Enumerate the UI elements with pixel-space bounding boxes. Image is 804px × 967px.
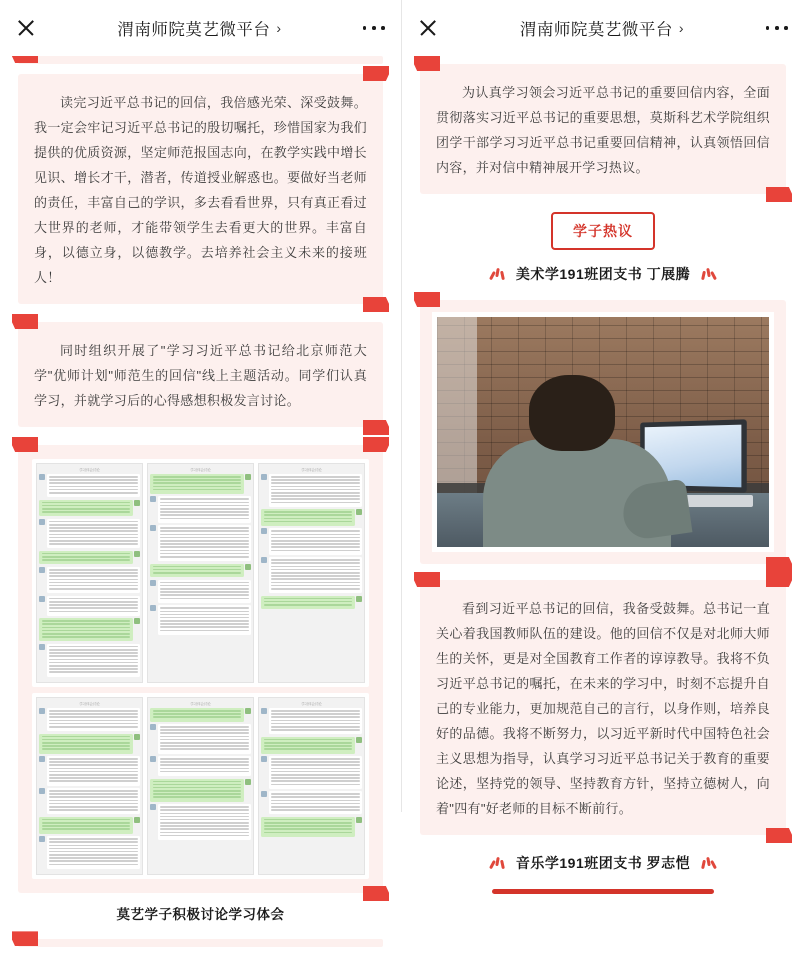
avatar [150, 724, 156, 730]
paragraph-text: 看到习近平总书记的回信，我备受鼓舞。总书记一直关心着我国教师队伍的建设。他的回信不仅是对北师大师生的关怀，更是对全国教育工作者的谆谆教导。我将不负习近平总书记的嘱托，在未来的学习中，时刻不忘提升自己的专业能力，更加规范自己的言行，以身作则，培养良好的品德。我将不断努力，以习近平新时代中国特色社会主义思想为指导，认真学习习近平总书记关于教育的重要论述，坚持党的领导、坚持教育方针，坚持立德树人，向着"四有"好老师的目标不断前行。 [436, 601, 770, 816]
person-heading-1 [402, 264, 804, 284]
chat-bubble [47, 644, 141, 677]
decorative-band [18, 939, 383, 947]
person-heading-text: 音乐学191班团支书 罗志恺 [515, 855, 691, 871]
chat-bubble [158, 756, 252, 776]
chat-screenshot-caption: 学习体会讨论 [79, 468, 100, 472]
chat-bubble [158, 804, 252, 840]
chat-bubble [150, 779, 244, 802]
red-flag-icon [766, 572, 792, 587]
chat-bubble [269, 528, 363, 554]
chat-bubble [158, 580, 252, 603]
spark-right-icon [700, 265, 716, 283]
page-title[interactable] [520, 16, 684, 40]
avatar [134, 734, 140, 740]
chat-bubble [150, 564, 244, 578]
chat-screenshot [258, 463, 365, 683]
chat-bubble [47, 519, 141, 549]
paragraph-block-right [420, 580, 786, 835]
avatar [261, 791, 267, 797]
chat-bubble [39, 734, 133, 754]
chat-message [150, 779, 251, 802]
chat-screenshot-row-1 [32, 459, 369, 687]
person-heading-2 [402, 853, 804, 873]
chat-message [39, 618, 140, 641]
student-study-photo[interactable] [432, 312, 774, 552]
more-icon[interactable] [363, 18, 385, 38]
red-flag-icon [414, 56, 440, 71]
red-flag-icon [12, 931, 38, 946]
chat-message [150, 525, 251, 561]
chat-message [39, 567, 140, 593]
left-header [0, 0, 401, 56]
close-icon[interactable] [16, 18, 36, 38]
chat-bubble [261, 596, 355, 610]
page-title-text: 渭南师院莫艺微平台 [117, 21, 271, 39]
avatar [245, 474, 251, 480]
red-flag-icon [766, 187, 792, 202]
chat-screenshot-caption: 学习体会讨论 [190, 468, 211, 472]
chat-bubble [261, 509, 355, 526]
chat-bubble [269, 791, 363, 814]
avatar [261, 756, 267, 762]
avatar [261, 557, 267, 563]
chat-bubble [269, 708, 363, 734]
avatar [356, 596, 362, 602]
chat-bubble [158, 605, 252, 635]
chat-screenshot-row-2 [32, 693, 369, 879]
chat-bubble [39, 618, 133, 641]
red-flag-icon [363, 420, 389, 435]
decorative-red-bar [492, 889, 714, 894]
avatar [356, 737, 362, 743]
avatar [39, 756, 45, 762]
red-flag-icon [12, 437, 38, 452]
paragraph-text: 同时组织开展了"学习习近平总书记给北京师范大学"优师计划"师范生的回信"线上主题活动。同学们认真学习，并就学习后的心得感想积极发言讨论。 [34, 343, 367, 408]
chat-message [39, 734, 140, 754]
avatar [356, 817, 362, 823]
more-dot [766, 26, 770, 30]
avatar [39, 644, 45, 650]
chat-bubble [150, 708, 244, 722]
chat-bubble [47, 596, 141, 616]
chat-bubble [261, 737, 355, 754]
chat-bubble [269, 756, 363, 789]
chat-message [150, 580, 251, 603]
chat-bubble [158, 496, 252, 522]
student-discussion-button[interactable]: 学子热议 [551, 212, 655, 250]
red-flag-icon [363, 297, 389, 312]
avatar [39, 519, 45, 525]
decorative-band [18, 56, 383, 64]
chat-screenshot-caption: 学习体会讨论 [301, 702, 322, 706]
chat-screenshot-caption: 学习体会讨论 [301, 468, 322, 472]
avatar [245, 564, 251, 570]
page-title[interactable] [117, 16, 281, 40]
avatar [134, 618, 140, 624]
spark-left-icon [490, 265, 506, 283]
chat-message [150, 496, 251, 522]
chat-message [150, 756, 251, 776]
chat-message [261, 474, 362, 507]
chat-message [150, 564, 251, 578]
paragraph-block-1 [18, 74, 383, 304]
chat-message [39, 519, 140, 549]
chat-bubble [47, 567, 141, 593]
chat-message [261, 557, 362, 593]
chat-bubble [47, 474, 141, 497]
chat-message [261, 528, 362, 554]
more-dot [381, 26, 385, 30]
spark-left-icon [490, 854, 506, 872]
avatar [261, 474, 267, 480]
red-flag-icon [414, 292, 440, 307]
avatar [39, 788, 45, 794]
chat-bubble [47, 708, 141, 731]
avatar [134, 817, 140, 823]
chat-message [39, 551, 140, 565]
close-icon[interactable] [418, 18, 438, 38]
chat-message [39, 708, 140, 731]
chat-bubble [39, 817, 133, 834]
chat-message [39, 756, 140, 786]
chat-message [39, 596, 140, 616]
avatar [39, 474, 45, 480]
avatar [39, 836, 45, 842]
chat-bubble [261, 817, 355, 837]
chat-message [261, 756, 362, 789]
more-dot [372, 26, 376, 30]
intro-paragraph-block [420, 64, 786, 194]
chat-screenshot [36, 697, 143, 875]
red-flag-icon [363, 437, 389, 452]
chat-bubble [269, 557, 363, 593]
page-title-text: 渭南师院莫艺微平台 [519, 21, 673, 39]
avatar [39, 567, 45, 573]
chat-message [39, 836, 140, 869]
red-flag-icon [363, 886, 389, 901]
person-head [529, 375, 615, 451]
chat-message [261, 791, 362, 814]
avatar [245, 779, 251, 785]
right-article-body [402, 64, 804, 904]
chat-message [150, 605, 251, 635]
avatar [261, 708, 267, 714]
avatar [150, 605, 156, 611]
red-flag-icon [414, 572, 440, 587]
more-dot [363, 26, 367, 30]
chat-message [261, 708, 362, 734]
photo-block [420, 300, 786, 564]
chat-screenshot [147, 697, 254, 875]
avatar [39, 596, 45, 602]
chat-message [39, 500, 140, 517]
chat-bubble [47, 788, 141, 814]
chat-message [261, 737, 362, 754]
avatar [134, 500, 140, 506]
chat-screenshot-caption: 学习体会讨论 [79, 702, 100, 706]
chat-message [150, 474, 251, 494]
chat-screenshot-collage[interactable] [18, 445, 383, 893]
red-flag-icon [766, 557, 792, 572]
paragraph-text: 读完习近平总书记的回信，我倍感光荣、深受鼓舞。我一定会牢记习近平总书记的殷切嘱托，珍惜国家为我们提供的优质资源，坚定师范报国志向，在教学实践中增长见识、增长才干，潜者，传道授业解惑也。要做好当老师的责任，丰富自己的学识，多去看看世界，只有真正看过大世界的老师，才能带领学生去看更大的世界。丰富自身，以德立身，以德教学。去培养社会主义未来的接班人！ [34, 95, 367, 285]
avatar [150, 580, 156, 586]
left-article-body [0, 56, 401, 967]
right-header [402, 0, 804, 56]
avatar [150, 756, 156, 762]
chat-bubble [39, 500, 133, 517]
chat-message [150, 804, 251, 840]
spark-right-icon [700, 854, 716, 872]
chat-screenshot [147, 463, 254, 683]
more-icon[interactable] [766, 18, 788, 38]
collage-caption: 莫艺学子积极讨论学习体会 [116, 907, 285, 923]
chat-bubble [269, 474, 363, 507]
chat-message [261, 596, 362, 610]
chat-message [39, 644, 140, 677]
avatar [150, 525, 156, 531]
person-heading-text: 美术学191班团支书 丁展腾 [515, 266, 691, 282]
chat-message [39, 817, 140, 834]
chat-bubble [158, 525, 252, 561]
chat-bubble [158, 724, 252, 754]
paragraph-text: 为认真学习领会习近平总书记的重要回信内容，全面贯彻落实习近平总书记的重要思想，莫斯科艺术学院组织团学干部学习习近平总书记重要回信精神，认真领悟回信内容，并对信中精神展开学习热议。 [436, 85, 770, 175]
chat-bubble [47, 836, 141, 869]
chat-message [261, 817, 362, 837]
chat-bubble [39, 551, 133, 565]
avatar [150, 496, 156, 502]
avatar [134, 551, 140, 557]
chat-message [261, 509, 362, 526]
tag-button-wrap [402, 212, 804, 250]
chat-bubble [150, 474, 244, 494]
more-dot [775, 26, 779, 30]
chat-screenshot [36, 463, 143, 683]
chat-screenshot-caption: 学习体会讨论 [190, 702, 211, 706]
avatar [39, 708, 45, 714]
chat-message [39, 474, 140, 497]
avatar [245, 708, 251, 714]
chat-message [39, 788, 140, 814]
chevron-right-icon: › [678, 20, 685, 36]
paragraph-block-2 [18, 322, 383, 427]
red-flag-icon [363, 66, 389, 81]
chevron-right-icon: › [276, 20, 282, 36]
avatar [261, 528, 267, 534]
chat-message [150, 724, 251, 754]
left-article-panel [0, 0, 402, 923]
avatar [150, 804, 156, 810]
chat-bubble [47, 756, 141, 786]
avatar [356, 509, 362, 515]
red-flag-icon [12, 314, 38, 329]
chat-screenshot [258, 697, 365, 875]
chat-message [150, 708, 251, 722]
more-dot [784, 26, 788, 30]
red-flag-icon [766, 828, 792, 843]
right-article-panel [402, 0, 804, 871]
